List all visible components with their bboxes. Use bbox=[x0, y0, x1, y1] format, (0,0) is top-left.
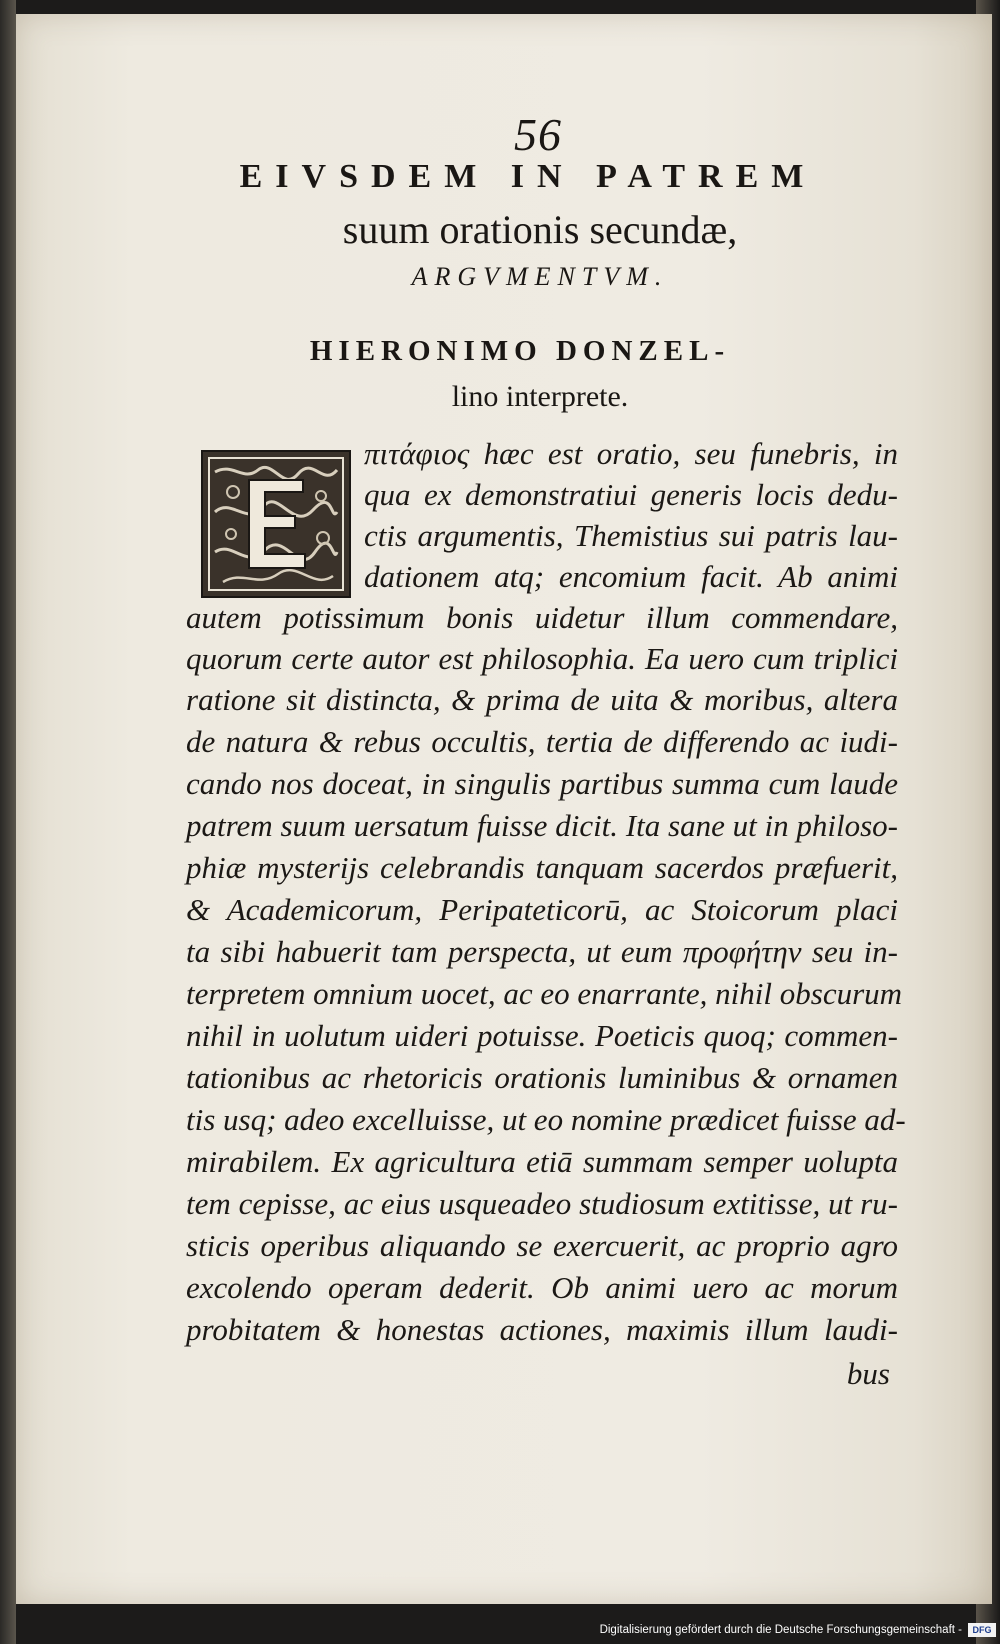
heading-argumentum: ARGVMENTVM. bbox=[411, 262, 669, 291]
body-line: excolendo operam dederit. Ob animi uero ac morum bbox=[186, 1270, 898, 1305]
body-line: qua ex demonstratiui generis locis dedu- bbox=[364, 477, 898, 512]
heading-translator: HIERONIMO DONZEL- bbox=[309, 335, 731, 367]
body-line: quorum certe autor est philosophia. Ea uero cum triplici bbox=[186, 641, 898, 676]
body-line: autem potissimum bonis uidetur illum commendare, bbox=[186, 600, 898, 635]
body-line: ctis argumentis, Themistius sui patris lau- bbox=[364, 518, 898, 553]
dfg-logo-icon: DFG bbox=[968, 1623, 996, 1637]
body-line: terpretem omnium uocet, ac eo enarrante, nihil obscurum bbox=[186, 976, 903, 1011]
heading-translator-line-2: lino interprete. bbox=[451, 380, 629, 413]
body-line: ta sibi habuerit tam perspecta, ut eum προφήτην seu in- bbox=[186, 934, 898, 969]
body-line: dationem atq; encomium facit. Ab animi bbox=[364, 559, 898, 594]
body-line: πιτάφιος hæc est oratio, seu funebris, in bbox=[364, 436, 898, 471]
body-line: phiæ mysterijs celebrandis tanquam sacerdos præfuerit, bbox=[186, 850, 898, 885]
footer-text: Digitalisierung gefördert durch die Deutsche Forschungsgemeinschaft - bbox=[599, 1624, 962, 1636]
digitization-credit bbox=[600, 1619, 996, 1641]
body-line: cando nos doceat, in singulis partibus summa cum laude bbox=[186, 766, 898, 801]
body-line: nihil in uolutum uideri potuisse. Poeticis quoq; commen- bbox=[186, 1018, 898, 1053]
body-line: de natura & rebus occultis, tertia de differendo ac iudi- bbox=[186, 724, 898, 759]
body-line: patrem suum uersatum fuisse dicit. Ita sane ut in philoso- bbox=[186, 808, 898, 843]
body-line: ratione sit distincta, & prima de uita & moribus, altera bbox=[186, 682, 898, 717]
body-line: probitatem & honestas actiones, maximis illum laudi- bbox=[186, 1312, 898, 1347]
body-line: sticis operibus aliquando se exercuerit, ac proprio agro bbox=[186, 1228, 898, 1263]
decorated-initial-e-image bbox=[201, 450, 351, 598]
heading-line-2: suum orationis secundæ, bbox=[342, 207, 738, 252]
catchword: bus bbox=[846, 1356, 890, 1391]
body-line: tationibus ac rhetoricis orationis luminibus & ornamen bbox=[186, 1060, 898, 1095]
body-line: tem cepisse, ac eius usqueadeo studiosum extitisse, ut ru- bbox=[186, 1186, 898, 1221]
body-line: mirabilem. Ex agricultura etiā summam semper uolupta bbox=[186, 1144, 898, 1179]
body-line: tis usq; adeo excelluisse, ut eo nomine prædicet fuisse ad- bbox=[186, 1102, 906, 1137]
body-line: & Academicorum, Peripateticorū, ac Stoicorum placi bbox=[186, 892, 898, 927]
page-number: 56 bbox=[514, 109, 562, 160]
heading-line-1: EIVSDEM IN PATREM bbox=[239, 158, 817, 195]
